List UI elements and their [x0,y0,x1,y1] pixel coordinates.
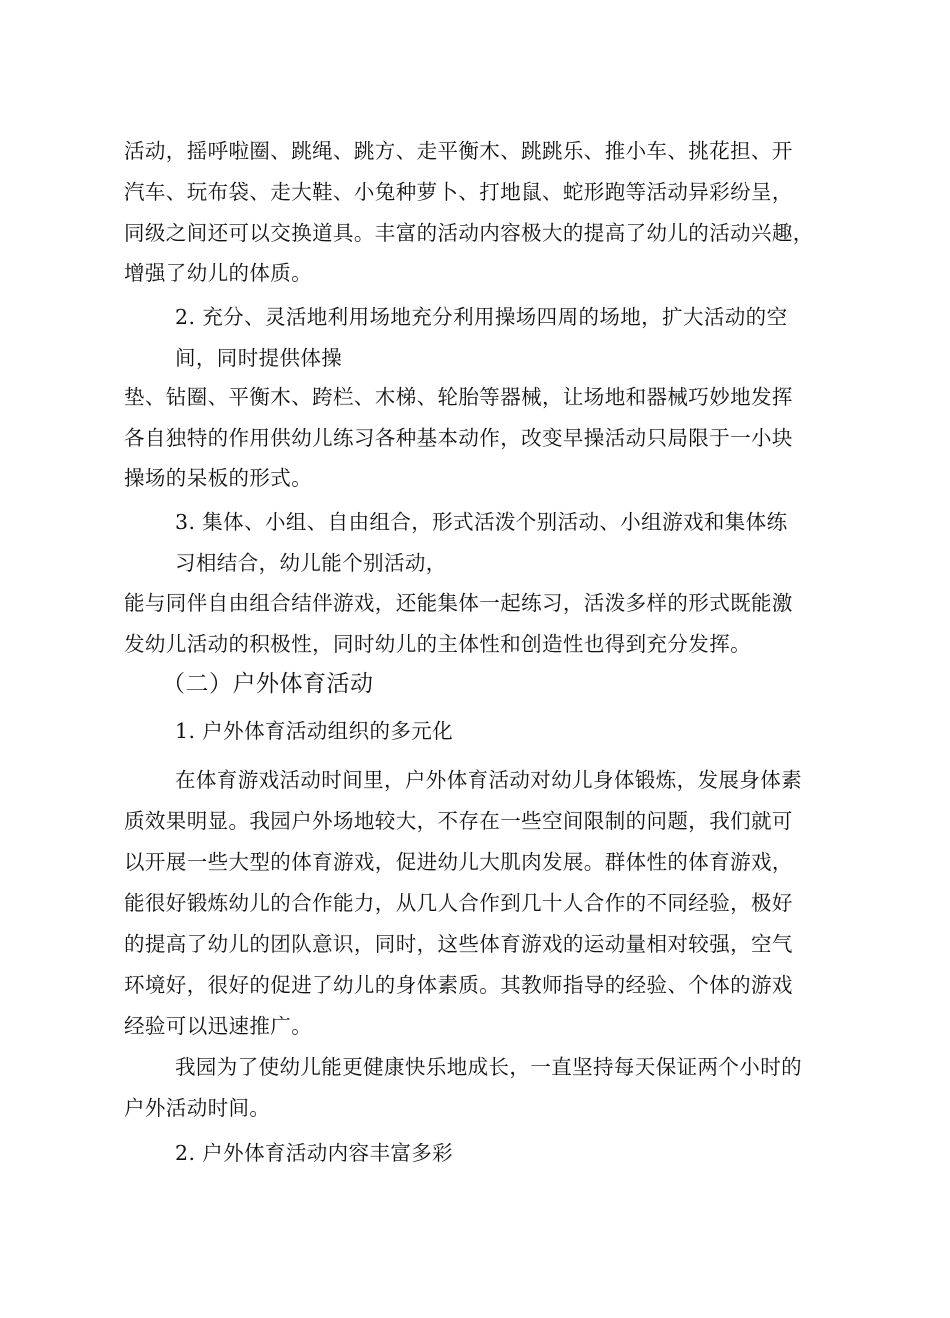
list-item-line: 各自独特的作用供幼儿练习各种基本动作，改变早操活动只局限于一小块 [124,426,793,450]
paragraph-line: 以开展一些大型的体育游戏，促进幼儿大肌肉发展。群体性的体育游戏， [124,850,793,874]
paragraph-line: 活动，摇呼啦圈、跳绳、跳方、走平衡木、跳跳乐、推小车、挑花担、开 [124,139,793,163]
paragraph-line: 户外活动时间。 [124,1096,271,1120]
paragraph-line: 增强了幼儿的体质。 [124,261,313,285]
subheading: 2. 户外体育活动内容丰富多彩 [175,1141,454,1165]
paragraph-line: 同级之间还可以交换道具。丰富的活动内容极大的提高了幼儿的活动兴趣， [124,221,814,245]
list-item-line: 习相结合，幼儿能个别活动， [175,551,447,575]
paragraph-line: 质效果明显。我园户外场地较大，不存在一些空间限制的问题，我们就可 [124,809,793,833]
paragraph-line: 环境好，很好的促进了幼儿的身体素质。其教师指导的经验、个体的游戏 [124,973,793,997]
paragraph-line: 汽车、玩布袋、走大鞋、小兔种萝卜、打地鼠、蛇形跑等活动异彩纷呈， [124,180,793,204]
list-item-line: 间，同时提供体操 [175,346,343,370]
paragraph-line: 经验可以迅速推广。 [124,1014,313,1038]
list-item-line: 发幼儿活动的积极性，同时幼儿的主体性和创造性也得到充分发挥。 [124,632,751,656]
list-item-line: 操场的呆板的形式。 [124,466,313,490]
list-item-line: 垫、钻圈、平衡木、跨栏、木梯、轮胎等器械，让场地和器械巧妙地发挥 [124,385,793,409]
list-item-line: 3. 集体、小组、自由组合，形式活泼个别活动、小组游戏和集体练 [175,510,788,534]
list-item-line: 2. 充分、灵活地利用场地充分利用操场四周的场地，扩大活动的空 [175,305,788,329]
paragraph-line: 能很好锻炼幼儿的合作能力，从几人合作到几十人合作的不同经验，极好 [124,891,793,915]
paragraph-line: 我园为了使幼儿能更健康快乐地成长，一直坚持每天保证两个小时的 [175,1055,802,1079]
subheading: 1. 户外体育活动组织的多元化 [175,719,454,743]
section-heading: （二）户外体育活动 [162,671,374,697]
paragraph-line: 在体育游戏活动时间里，户外体育活动对幼儿身体锻炼，发展身体素 [175,768,802,792]
list-item-line: 能与同伴自由组合结伴游戏，还能集体一起练习，活泼多样的形式既能激 [124,591,793,615]
paragraph-line: 的提高了幼儿的团队意识，同时，这些体育游戏的运动量相对较强，空气 [124,932,793,956]
